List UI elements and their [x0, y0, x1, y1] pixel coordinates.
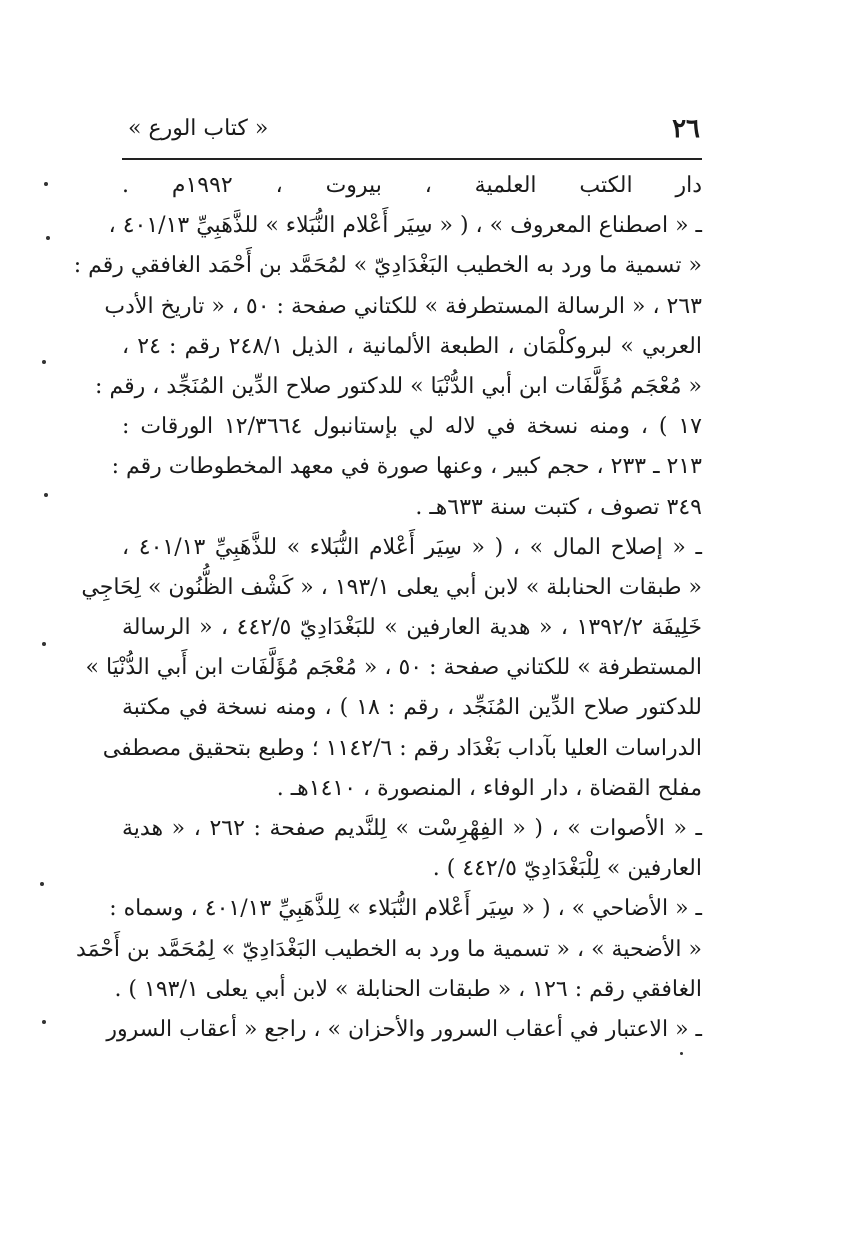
- text-line: خَلِيفَة ١٣٩٢/٢ ، « هدية العارفين » للبَغْدَادِيّ ٤٤٢/٥ ، « الرسالة: [122, 615, 702, 641]
- page-number: ٢٦: [672, 114, 700, 144]
- text-line: مفلح القضاة ، دار الوفاء ، المنصورة ، ١٤١٠هـ .: [276, 775, 702, 801]
- text-line: ـ « الأضاحي » ، ( « سِيَر أَعْلام النُّبَلاء » لِلذَّهَبِيِّ ٤٠١/١٣ ، وسماه :: [109, 896, 702, 922]
- text-line: العارفين » لِلْبَغْدَادِيّ ٤٤٢/٥ ) .: [432, 856, 702, 882]
- text-line: ـ « اصطناع المعروف » ، ( « سِيَر أَعْلام النُّبَلاء » للذَّهَبِيِّ ٤٠١/١٣ ،: [108, 213, 702, 239]
- page-header: [128, 110, 708, 150]
- text-line: ـ « الاعتبار في أعقاب السرور والأحزان » ، راجع « أعقاب السرور: [106, 1016, 702, 1042]
- text-line: للدكتور صلاح الدِّين المُنَجِّد ، رقم : ١٨ ) ، ومنه نسخة في مكتبة: [122, 695, 703, 721]
- header-rule: [122, 158, 702, 160]
- scan-speck: [46, 236, 50, 240]
- text-line: ٢٦٣ ، « الرسالة المستطرفة » للكتاني صفحة : ٥٠ ، « تاريخ الأدب: [104, 293, 702, 319]
- text-line: « تسمية ما ورد به الخطيب البَغْدَادِيّ » لمُحَمَّد بن أَحْمَد الغافقي رقم :: [73, 253, 702, 279]
- scan-speck: [40, 882, 44, 886]
- scan-speck: [42, 360, 46, 364]
- scan-speck: [44, 182, 48, 186]
- text-line: ٣٤٩ تصوف ، كتبت سنة ٦٣٣هـ .: [415, 494, 702, 520]
- text-line: ١٧ ) ، ومنه نسخة في لاله لي بإستانبول ١٢/٣٦٦٤ الورقات :: [122, 414, 702, 440]
- scan-speck: [42, 1020, 46, 1024]
- scan-speck: [680, 1052, 683, 1055]
- text-line: الدراسات العليا بآداب بَغْدَاد رقم : ١١٤٢/٦ ؛ وطبع بتحقيق مصطفى: [102, 735, 702, 761]
- text-line: « طبقات الحنابلة » لابن أبي يعلى ١٩٣/١ ، « كَشْف الظُّنُون » لِحَاجِي: [81, 574, 702, 600]
- scan-speck: [44, 493, 48, 497]
- text-line: « الأضحية » ، « تسمية ما ورد به الخطيب البَغْدَادِيّ » لِمُحَمَّد بن أَحْمَد: [76, 936, 702, 962]
- text-line: ـ « الأصوات » ، ( « الفِهْرِسْت » لِلنَّديم صفحة : ٢٦٢ ، « هدية: [122, 816, 702, 841]
- text-line: ـ « إصلاح المال » ، ( « سِيَر أَعْلام النُّبَلاء » للذَّهَبِيِّ ٤٠١/١٣ ،: [122, 534, 702, 560]
- text-line: العربي » لبروكلْمَان ، الطبعة الألمانية ، الذيل ٢٤٨/١ رقم : ٢٤ ،: [122, 333, 702, 359]
- running-title: « كتاب الورع »: [128, 116, 269, 141]
- scan-speck: [42, 642, 46, 646]
- text-line: « مُعْجَم مُؤَلَّفَات ابن أبي الدُّنْيَا » للدكتور صلاح الدِّين المُنَجِّد ، رقم :: [95, 373, 702, 399]
- text-line: دار الكتب العلمية ، بيروت ، ١٩٩٢م .: [122, 173, 702, 198]
- text-line: ٢١٣ ـ ٢٣٣ ، حجم كبير ، وعنها صورة في معهد المخطوطات رقم :: [111, 454, 702, 480]
- body-text: [73, 166, 703, 1050]
- text-line: المستطرفة » للكتاني صفحة : ٥٠ ، « مُعْجَم مُؤَلَّفَات ابن أَبي الدُّنْيَا »: [85, 655, 702, 681]
- text-line: الغافقي رقم : ١٢٦ ، « طبقات الحنابلة » لابن أبي يعلى ١٩٣/١ ) .: [114, 976, 702, 1002]
